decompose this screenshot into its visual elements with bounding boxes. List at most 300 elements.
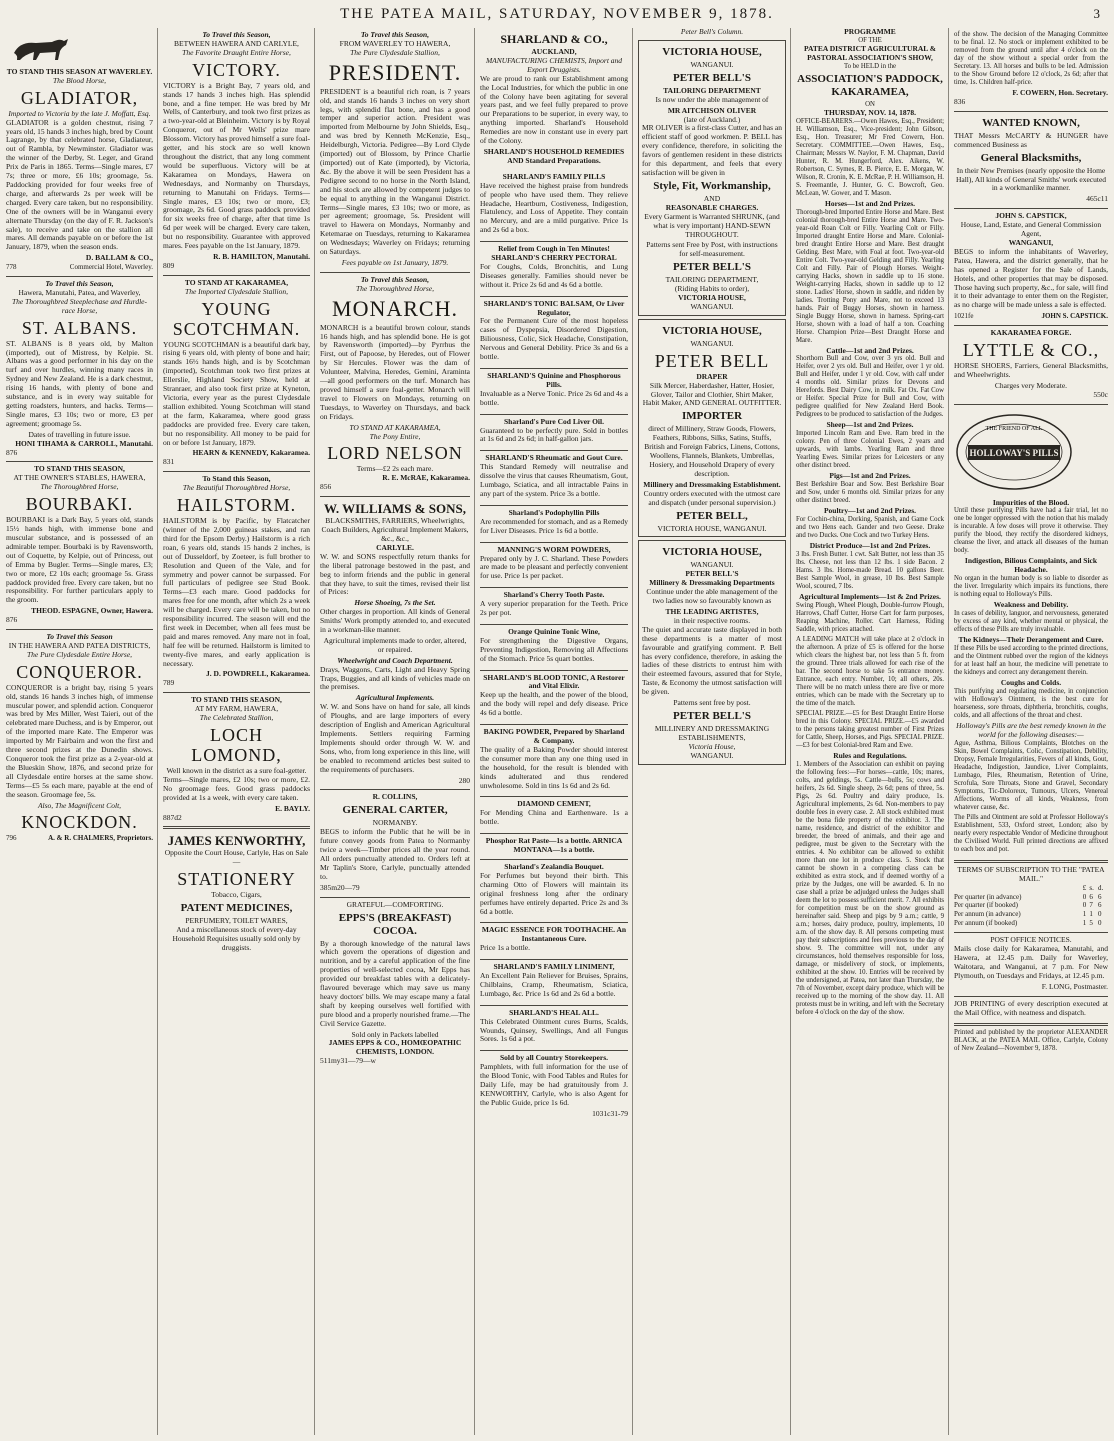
cutter-name: MR AITCHISON OLIVER — [667, 105, 757, 115]
ad-heading: TO STAND THIS SEASON AT WAVERLEY. — [6, 66, 153, 76]
rules-continued — [954, 28, 1108, 111]
remedy-description: This Celebrated Ointment cures Burns, Scalds, Wounds, Quinsey, Swellings, And all Fungus Sores. 1s 6d a pot. — [480, 1016, 628, 1044]
rates-col: £ — [1082, 883, 1087, 892]
horse-name: PRESIDENT. — [328, 59, 462, 85]
column-rule — [314, 28, 315, 1435]
merchant-name: W. WILLIAMS & SONS, — [324, 501, 466, 517]
store-name: VICTORIA HOUSE, — [662, 324, 762, 337]
rate-value: 1 — [1082, 919, 1087, 928]
imprint-text: Printed and published by the proprietor ALEXANDER BLACK, at the PATEA MAIL Office, Carlyle, Colony of New Zealand—November 9, 1878. — [954, 1029, 1108, 1053]
importer: IMPORTER — [681, 410, 743, 423]
ad-place: VICTORIA HOUSE, WANGANUI. — [657, 523, 767, 533]
ad-note: Well known in the district as a sure foal-getter. — [166, 766, 307, 775]
notices-body: Mails close daily for Kakaramea, Manutahi, and Hawera, at 12.45 p.m. Daily for Waverley, Waitotara, and Wanganui, at 7 p.m. For New Plymouth, on Tuesdays and Fridays, at 12.45 p.m. — [954, 944, 1108, 980]
ad-subheading-2: The Pure Clydesdale Entire Horse, — [26, 649, 133, 659]
store-place: WANGANUI. — [690, 338, 734, 348]
column-5 — [634, 28, 790, 1435]
remedy-item — [480, 505, 628, 542]
ad-signature: THEOD. ESPAGNE, Owner, Hawera. — [31, 606, 153, 616]
remedy-description: For Coughs, Colds, Bronchitis, and Lung Diseases generally. Families should never be without it. Price 2s 6d and 4s 6d a bottle. — [480, 261, 628, 289]
ad-subheading: The Thoroughbred Steeplechase and Hurdle-race Horse, — [12, 296, 147, 315]
section-body: The Pills and Ointment are sold at Professor Holloway's Establishment, 533, Oxford street, London; also by nearly every respectable Vendor of Medicine throughout the Civilised World. Full printed directions are affixed to each box and pot. — [954, 813, 1108, 853]
ad-body-3: Every Garment is Warranted SHRUNK, (and what is very important) HAND-SEWN THROUGHOUT. — [644, 211, 780, 239]
ad-heading: KAKARAMEA FORGE. — [990, 328, 1072, 338]
rates-table — [954, 884, 1108, 929]
ad-wheelwright: Wheelwright and Coach Department. — [337, 655, 453, 665]
ad-ref: 809 — [163, 260, 175, 270]
postmaster-signature: F. LONG, Postmaster. — [1041, 981, 1108, 991]
store-name: Victoria House, — [688, 741, 736, 751]
job-printing — [954, 996, 1108, 1024]
ad-sold: Sold only in Packets labelled — [351, 1029, 439, 1039]
remedy-title: DIAMOND CEMENT, — [517, 799, 591, 809]
ad-heading: TO STAND AT KAKARAMEA, — [184, 277, 289, 287]
prize-section-heading: Poultry—1st and 2nd Prizes. — [823, 506, 917, 516]
advert-tailoring — [638, 40, 786, 316]
column-7 — [950, 28, 1112, 1435]
remedy-item — [480, 1005, 628, 1051]
column-rule — [632, 28, 633, 1435]
rates-col: d. — [1097, 883, 1104, 892]
disease-list: Ague, Asthma, Bilious Complaints, Blotches on the Skin, Bowel Complaints, Colic, Constipation, Debility, Dropsy, Female Irregularities, Fevers of all kinds, Gout, Headache, Indigestion, Jaundice, Liver Complaints, Lumbago, Piles, Rheumatism, Retention of Urine, Scrofula, Sore Throats, Stone and Gravel, Secondary Symptoms, Tic-Doloreux, Tumours, Ulcers, Venereal Affections, Worms of all kinds, Weakness, from whatever cause, &c. — [954, 739, 1108, 811]
ad-body-3: Drays, Waggons, Carts, Light and Heavy Spring Traps, Buggies, and all kinds of vehicles made on the premises. — [320, 664, 470, 692]
programme-heading: PROGRAMME — [844, 28, 896, 36]
section-body: Until these purifying Pills have had a fair trial, let no one be longer oppressed with the notion that his malady is incurable. A few doses will prove it otherwise. They purify the blood, they rectify the disordered kidneys, cleanse the liver, and attack all diseases of the human body. — [954, 507, 1108, 555]
remedy-item — [480, 959, 628, 1005]
ad-heading: To Travel this Season, — [45, 279, 114, 289]
column-6 — [792, 28, 948, 1435]
prize-section-heading: Sheep—1st and 2nd Prizes. — [826, 420, 914, 430]
patterns: Patterns sent free by post. — [673, 698, 751, 708]
remedy-title: MAGIC ESSENCE FOR TOOTHACHE. An Instantaneous Cure. — [481, 925, 627, 944]
remedy-description: For the Permanent Cure of the most hopeless cases of Dyspepsia, Disordered Digestion, Biliousness, Colic, Sick Headache, Constipation, Nervous and General Debility. Price 3s and 6s a bottle. — [480, 316, 628, 362]
ad-body: Continue under the able management of the two ladies now so favourably known as — [646, 587, 778, 606]
advert-draper — [638, 319, 786, 538]
proprietor: PETER BELL'S — [685, 569, 739, 579]
remedy-item — [480, 796, 628, 833]
remedy-item — [480, 587, 628, 624]
show-date: THURSDAY, NOV. 14, 1878. — [823, 107, 917, 117]
department: TAILORING DEPARTMENT, — [665, 275, 759, 285]
column-4 — [476, 28, 632, 1435]
table-row — [954, 901, 1108, 910]
ad-place: CARLYLE. — [376, 542, 414, 552]
rate-value: 0 — [1082, 892, 1087, 901]
and-line: AND — [703, 193, 721, 203]
advert-wanted-known — [954, 111, 1108, 208]
ad-body-2: Country orders executed with the utmost care and dispatch (under personal supervision.) — [643, 488, 781, 507]
ad-subheading: The Beautiful Thoroughbred Horse, — [182, 483, 291, 493]
column-rule — [474, 28, 475, 1435]
ad-subheading-2: The Thoroughbred Horse, — [40, 482, 119, 492]
rules-text: 1. Members of the Association can exhibit on paying the following fees:—For horses—cattle, 10s; mares, colts, and geldings, 5s. Cattle—bulls, 5s; cows and heifers, 2s 6d. Single sheep, 2s 6d; pens of three, 5s. Pigs, 2s 6d. Poultry and dairy produce, 1s. Agricultural implements, 2s 6d. Non-members to pay double fees in every case. 2. All stock exhibited must be the bona fide property of the exhibitor. 3. The name, residence, and district of the exhibitor and breeder, the breed of animals, and their age and pedigree, must be given to the Secretary with the entries. 4. No exhibitor can be allowed to exhibit more than one lot in produce class. 5. Stock that cannot be shown in a competing class can be exhibited as extra stock, and if deemed worthy of a prize by the Judges, one will be awarded. 6. In no case shall a prize be adjudged unless the Judges shall deem the lot to possess sufficient merit. 7. All exhibits for competition must be on the show ground as hereinafter said. Sheep and pigs by 9 a.m.; cattle, 9 a.m.; horses, dairy produce, poultry, implements, 10 a.m. of the show day. 8. All persons competing must pay their subscriptions and fees previous to the day of show. 9. The committee will not, under any circumstances, hold themselves responsible for loss, damage, or misdelivery of stock, or implements, exhibited at the show. 10. Entries will be received by the undersigned, at Patea, not later than Thursday, the 7th of November, except dairy produce, which will be received up to the morning of the show day. 11. All protests must be in writing, and left with the Secretary before 4 o'clock on the day of the show. — [796, 760, 944, 1016]
rates-header-row — [954, 884, 1108, 893]
ad-subheading-2: The Pony Entire, — [369, 431, 421, 441]
ad-body: PRESIDENT is a beautiful rich roan, is 7 years old, and stands 16 hands 3 inches on very short legs, with splendid flat bone, and has a good temper and superior action. President was imported from Melbourne by John Shields, Esq., and was bred by Kenneth McKenzie, Esq., Heidelburgh, Victoria. Pedigree—By Lord Clyde (imported) out of Blossom, by Prince Charlie (imported) out of Kate (imported), by Victoria, &c. By the above it will be seen President has a Pedigree second to no horse in the North Island, and his stock are allowed by competent judges to be equal to anything in the Wanganui District. Terms—Single mares, £3 10s; two or more, as per agreement; groomage, 5s. President will travel to Hawera on Mondays, Normanby and Ketemarae on Tuesdays, returning to Kakaramea on Wednesdays; Waverley on Fridays; returning on Saturdays. — [320, 86, 470, 257]
ad-body: CONQUEROR is a bright bay, rising 5 years old, stands 16 hands 3 inches high, of immense muscular power, and splendid action. Conqueror was bred by Mrs Miller, West Taieri, out of the celebrated mare Duchess, and is by Emperor, out of the imported mare Kate. The Emperor was imported by Mr Fairbairn and won the first and three second prizes at the Dunedin shows. Conqueror took the first prize as a 2-year-old at the Blueskin Show, 1876, and second prize for all Clydesdale entire horses at the same show. Terms—£5 5s each mare, payable at the end of the season. Groomage fee, 5s. — [6, 682, 153, 799]
ad-body: W. W. and SONS respectfully return thanks for the liberal patronage bestowed in the past, and beg to inform friends and the public in general that they have, to suit the times, revised their list of Prices: — [320, 551, 470, 597]
ad-also: Also, The Magnificent Colt, — [37, 800, 122, 810]
store-name: VICTORIA HOUSE, — [662, 45, 762, 58]
ad-subheading: IN THE HAWERA AND PATEA DISTRICTS, — [8, 640, 151, 650]
ad-heading: WANTED KNOWN, — [982, 116, 1080, 129]
remedy-description: An Excellent Pain Reliever for Bruises, Sprains, Chilblains, Cramp, Rheumatism, Sciatica, Lumbago, &c. Price 1s 6d and 2s 6d a bottle. — [480, 971, 628, 998]
ad-heading: To Travel this Season, — [360, 274, 430, 284]
remedy-title: SHARLAND'S Rheumatic and Gout Cure. — [485, 453, 623, 463]
ad-body-2: The quiet and accurate taste displayed in both these departments is a matter of most favourable and gratifying comment. P. Bell has every confidence, therefore, in asking the ladies of these districts to entrust him with their esteemed favours, assured that for Style, Taste, & Economy the utmost satisfaction will be given. — [642, 624, 782, 697]
ad-body: GLADIATOR is a golden chestnut, rising 7 years old, 15 hands 3 inches high, bred by Count Lagrange, by that celebrated horse, Gladiateur, out of Rambla, by Newminster. Gladiator was the winner of the Derby, St. Leger, and Grand Prix de Paris in 1865. Terms—Single mares, £7 7s; three or more, £6 10s; groomage, 5s. Paddocking provided for four weeks free of charge, and afterwards 2s per week will be charged. Every care taken, but no responsibility. One of the owners will be in Wanganui every alternate Thursday (on the day of F. R. Jackson's sale), to receive and take on the stallion all mares. All demands payable on or before the 1st January, 1879, when the season ends. — [6, 117, 153, 252]
ad-body-2: MR OLIVER is a first-class Cutter, and has an efficient staff of good workmen. P. BELL has every confidence, therefore, in soliciting the favors of gentlemen resident in these districts for this department, and feels that every satisfaction will be given in — [642, 123, 782, 177]
on-line: ON — [865, 100, 875, 108]
ad-ref: 876 — [6, 615, 18, 625]
remedy-description: Price 1s a bottle. — [480, 943, 530, 953]
proprietor: PETER BELL'S — [673, 261, 751, 274]
advert-sharland — [480, 28, 628, 170]
remedy-description: For Mending China and Earthenware. 1s a bottle. — [480, 808, 628, 827]
horse-name: YOUNG SCOTCHMAN. — [172, 298, 301, 339]
remedy-title: SHARLAND'S BLOOD TONIC, A Restorer and Vital Elixir. — [483, 672, 625, 691]
remedy-description: Invaluable as a Nerve Tonic. Price 2s 6d and 4s a bottle. — [480, 388, 628, 407]
remedy-description: The quality of a Baking Powder should interest the consumer more than any one thing used in the household, for the result is blended with kinds adulterated and thus rendered unwholesome. Sold in tins 1s 6d and 2s 6d. — [480, 744, 628, 790]
rate-label: Per quarter (if booked) — [954, 901, 1018, 910]
horse-name: GLADIATOR, — [20, 87, 139, 108]
remedy-item — [480, 922, 628, 959]
ad-ref: 778 — [6, 263, 17, 272]
advert-millinery — [638, 540, 786, 764]
page-number: 3 — [1093, 6, 1100, 21]
remedy-item — [480, 624, 628, 670]
prize-section-heading: Pigs—1st and 2nd Prizes. — [829, 471, 911, 481]
ad-trade: GENERAL CARTER, — [342, 804, 448, 817]
rate-label: Per annum (in advance) — [954, 910, 1021, 919]
cutter-from: (late of Auckland.) — [683, 114, 741, 124]
trade: DRAPER — [696, 371, 728, 381]
millinery: Millinery and Dressmaking Establishment. — [643, 479, 781, 489]
remedy-title: SHARLAND'S Quinine and Phosphorous Pills. — [487, 371, 621, 389]
held-line: To be HELD in the — [844, 62, 896, 70]
proprietor: PETER BELL — [654, 350, 770, 371]
rate-value: 5 — [1089, 919, 1093, 928]
ad-signature: PETER BELL, — [676, 509, 748, 522]
ad-signature: R. B. HAMILTON, Manutahi. — [213, 251, 310, 261]
section-body: This purifying and regulating medicine, in conjunction with Holloway's Ointment, is the best cure for hoarseness, sore throats, diphtheria, bronchitis, coughs, colds, and all affections of the throat and chest. — [954, 688, 1108, 719]
holloway-badge — [954, 412, 1074, 492]
column-title: Peter Bell's Column. — [680, 28, 744, 36]
column-2 — [159, 28, 314, 1435]
ad-trade: BLACKSMITHS, FARRIERS, Wheelwrights, Coach Builders, Agricultural Implement Makers, &c., &c., — [321, 516, 469, 543]
ad-items: Tobacco, Cigars, — [211, 890, 262, 900]
ad-body: ST. ALBANS is 8 years old, by Malton (imported), out of Mistress, by Kelpie. St. Albans was a good performer in his day on the turf and over hurdles, winning many races in Sydney and New Zealand. He is a dark chestnut, rising 16 hands, with plenty of bone and substance, and is in every way suitable for getting roadsters, hunters, and hacks. Terms—Single mares, £3 10s; two or more, £3 per agreement; groomage 5s. — [6, 338, 153, 428]
remedy-title: SHARLAND'S FAMILY PILLS — [502, 171, 606, 181]
ad-agr: Agricultural implements made to order, altered, or repaired. — [323, 635, 467, 654]
ad-signature: D. BALLAM & CO., — [85, 253, 153, 263]
prize-section-list: Swing Plough, Wheel Plough, Double-furrow Plough, Harrows, Chaff Cutter, Horse Cart for farm purposes, Reaping Machine, Roller. Cart Harness, Riding Saddle, with prices attached. — [796, 601, 944, 633]
paddock: ASSOCIATION'S PADDOCK, KAKARAMEA, — [797, 72, 943, 98]
leaping-match: A LEADING MATCH will take place at 2 o'clock in the afternoon. A prize of £5 is offered for the horse which clears the highest bar, not less than 5 ft. from the ground. Three trials allowed for each rise of the bar. The second horse to take 5s entrance money. Entrance, each entry. Number, 10; all others, 20s. There will be no match unless there are five or more entries, which can be made with the Secretary up to the time of the match. — [796, 635, 944, 707]
rate-value: 1 — [1089, 910, 1093, 919]
ad-ref: 511my31—79—w — [320, 1056, 376, 1066]
remedy-title: Sharland's Pure Cod Liver Oil. — [504, 416, 604, 426]
ad-area: Hawera, Manutahi, Patea, and Waverley, — [18, 287, 141, 297]
ad-subheading-2: The Celebrated Stallion, — [199, 713, 274, 723]
store-name: VICTORIA HOUSE, — [662, 546, 762, 559]
ad-more: PERFUMERY, TOILET WARES, — [185, 916, 288, 926]
ad-terms: Terms—£2 2s each mare. — [356, 464, 434, 474]
ad-heading: GRATEFUL—COMFORTING. — [346, 899, 444, 909]
programme-of: OF THE — [858, 36, 882, 44]
remedy-description: Keep up the health, and the power of the blood, and the body will repel and defy disease. Price 4s 6d a bottle. — [480, 690, 628, 718]
ad-body-2: Other charges in proportion. All kinds of General Smiths' Work promptly attended to, and executed in a workman-like manner. — [320, 607, 470, 635]
proprietor: PETER BELL'S — [673, 71, 751, 84]
sold-by: Sold by all Country Storekeepers. — [500, 1053, 608, 1063]
merchant-name: R. COLLINS, — [372, 792, 418, 802]
ad-heading: To Stand this Season, — [202, 474, 271, 484]
special-prizes: SPECIAL PRIZE.—£5 for Best Draught Entire Horse bred in this Colony. SPECIAL PRIZE.—£5 awarded to the persons taking greatest number of First Prizes for Cattle, Sheep, Horses, and Pigs. SPECIAL PRIZE.—£3 for best Colonial-bred Ram and Ewe. — [796, 709, 944, 749]
ad-body: MONARCH is a beautiful brown colour, stands 16 hands high, and has splendid bone. He is got by Ravensworth (imported)—by Pyrrhus the First, out of Papoose, by Heredes, out of Flower by Sir Hercules. Flower was the dam of Volunteer, Malvina, Heredes, Gemini, Araminta—all good performers on the turf. Monarch has proved himself a sure foal-getter. Monarch will travel to Flowers on Mondays, returning on Tuesdays, to Waverley on Thursdays, and back on Fridays. — [320, 322, 470, 421]
notices-heading: POST OFFICE NOTICES. — [990, 935, 1072, 945]
ad-body: YOUNG SCOTCHMAN is a beautiful dark bay, rising 6 years old, with plenty of bone and hair; stands 16½ hands high, and is by Scotchman (imported), Scotchman took two first prizes at Ellerslie, Highland Society Show, held at Stranraer, and also took first prize at Kyneton, Victoria, every year as the purest Clydesdale stallion exhibited. Young Scotchman will stand at the farm, Kakaramea, where good grass paddocks are provided free. Every care taken, but no responsibility. All money to be paid for on or before 1st January, 1879. — [163, 339, 310, 447]
section-heading: Indigestion, Bilious Complaints, and Sick Headache. — [964, 556, 1098, 575]
ad-subheading: The Imported Clydesdale Stallion, — [185, 286, 288, 296]
merchant-name: JOHN S. CAPSTICK, — [995, 211, 1067, 221]
section-heading: Holloway's Pills are the best remedy known in the world for the following diseases:— — [956, 721, 1106, 739]
ad-stand: TO STAND AT KAKARAMEA, — [349, 422, 441, 432]
remedy-item — [480, 724, 628, 796]
ad-place: NORMANBY. — [372, 818, 418, 828]
advert-loch-lomond — [163, 692, 310, 826]
charges-line: REASONABLE CHARGES. — [665, 202, 759, 212]
advert-williams — [320, 496, 470, 789]
rate-label: Per quarter (in advance) — [954, 892, 1022, 901]
section-body: No organ in the human body is so liable to disorder as the liver. Irregularity which impairs its functions, there is nothing equal to Holloway's Pills. — [954, 575, 1108, 599]
import-list: direct of Millinery, Straw Goods, Flowers, Feathers, Ribbons, Silks, Satins, Stuffs, British and Foreign Fabrics, Linens, Cottons, Woollens, Flannels, Blankets, Umbrellas, Hosiery, and Household Drapery of every description. — [644, 424, 780, 478]
ad-ref: 789 — [163, 678, 175, 688]
column-rule — [790, 28, 791, 1435]
imprint — [954, 1023, 1108, 1059]
advert-hailstorm — [163, 471, 310, 692]
ad-subheading: The Thoroughbred Horse, — [356, 283, 434, 293]
ad-implements: Agricultural Implements. — [355, 693, 435, 703]
ad-fees: Fees payable on 1st January, 1879. — [341, 257, 449, 267]
prize-section-list: Imported Lincoln Ram and Ewe. Ram bred in the colony. Pen of three Colonial Ewes, 2 years and upwards, with lambs. Yearling Ram and three Yearling Ewes. Similar prizes for Leicesters or any other distinct breed. — [796, 430, 944, 470]
prize-section-list: For Cochin-china, Dorking, Spanish, and Game Cock and two Hens each. Gander and two Geese. Drake and two Ducks. One Cock and two Turkey Hens. — [796, 516, 944, 540]
advert-victory — [163, 28, 310, 275]
remedy-item — [480, 450, 628, 505]
store-place: WANGANUI. — [690, 750, 734, 760]
badge-subtitle: THE FRIEND OF ALL — [985, 425, 1043, 432]
ad-signature: HEARN & KENNEDY, Kakaramea. — [192, 448, 310, 458]
ad-trade: General Blacksmiths, — [980, 151, 1082, 164]
advert-capstick — [954, 208, 1108, 325]
rate-value: 0 — [1097, 910, 1102, 919]
remedy-item — [480, 241, 628, 296]
ad-trade: MANUFACTURING CHEMISTS, Import and Export Druggists. — [485, 55, 623, 74]
remedy-title: Orange Quinine Tonic Wine, — [508, 626, 600, 636]
prize-section-list: Thorough-bred Imported Entire Horse and Mare. Best colonial thorough-bred Entire Horse and Mare. Two-year-old Roan Colt or Filly. Yearling Colt or Filly. Imported draught Entire Horse and Mare. Colonial-bred draught Entire Horse and Mare. Best draught Gelding. Best Mare, with Foal at foot. Two-year-old Entire Colt. Two-year-old Gelding and Filly. Yearling Colt and Filly. Pair of Plough Horses. Weight-carrying Hacks, shown in saddle up to 16 stone. Weight-carrying Hacks, shown in saddle up to 12 stone. Ladies' Horse, shown in saddle, and ridden by ladies. Trotting Pony and Mare, not to exceed 13 hands. Pair of Buggy Horses, shown in harness. Single Buggy Horse, shown in harness. Spring-cart Horse, shown with a load of half a ton. Coaching Horse. Champion Prize—Best Draught Horse and Mare. — [796, 208, 944, 344]
table-row — [954, 910, 1108, 919]
advert-collins — [320, 789, 470, 896]
artistes: THE LEADING ARTISTES, — [665, 606, 759, 616]
store-place: WANGANUI. — [690, 560, 734, 570]
subscription-terms — [954, 860, 1108, 932]
remedy-description: For strengthening the Digestive Organs, Preventing Indigestion, Removing all Affections of the Stomach. Price 5s quart bottles. — [480, 635, 628, 663]
remedy-title: Phosphor Rat Paste—1s a bottle. ARNICA MONTANA—1s a bottle. — [485, 836, 623, 855]
remedy-list — [480, 170, 628, 1051]
remedy-description: Prepared only by J. C. Sharland. These Powders are made to be pleasant and perfectly convenient for use. Price 1s per packet. — [480, 553, 628, 581]
prize-section-heading: Horses—1st and 2nd Prizes. — [825, 198, 915, 208]
terms-heading: TERMS OF SUBSCRIPTION TO THE "PATEA MAIL." — [957, 864, 1105, 883]
style-line: Style, Fit, Workmanship, — [653, 179, 771, 192]
post-office-notices — [954, 932, 1108, 995]
ad-body: Charges very Moderate. — [994, 380, 1068, 390]
section-heading: The Kidneys—Their Derangement and Cure. — [958, 635, 1104, 645]
ad-ref: 831 — [163, 457, 175, 467]
rooms: in their respective rooms. — [673, 615, 751, 625]
ad-signature: JAMES EPPS & CO., HOMŒOPATHIC CHEMISTS, LONDON. — [328, 1038, 462, 1057]
ad-trade: HORSE SHOERS, Farriers, General Blacksmiths, and Wheelwrights. — [954, 361, 1108, 379]
department: Millinery & Dressmaking Departments — [649, 578, 775, 588]
ad-ref: 876 — [6, 447, 18, 457]
ad-ref: 1031c31-79 — [592, 1108, 628, 1118]
ad-subheading: AT MY FARM, HAWERA, — [194, 704, 279, 714]
remedy-title: MANNING'S WORM POWDERS, — [497, 544, 611, 554]
ad-subheading: AT THE OWNER'S STABLES, HAWERA, — [13, 473, 146, 483]
section-heading: Coughs and Colds. — [1000, 678, 1062, 688]
ad-body: Terms—Single mares, £2 10s; two or more, £2. No groomage fees. Good grass paddocks provided at 1s a week, with every care taken. — [163, 774, 310, 802]
horse-name: HAILSTORM. — [176, 495, 297, 516]
department: TAILORING DEPARTMENT — [663, 85, 761, 95]
column-1 — [2, 28, 157, 1435]
ad-heading: TO STAND THIS SEASON, — [191, 695, 282, 705]
advert-bourbaki — [6, 461, 153, 629]
prize-section-heading: Agricultural Implements—1st & 2nd Prizes. — [799, 592, 941, 602]
ad-body: By a thorough knowledge of the natural laws which govern the operations of digestion and nutrition, and by a careful application of the fine properties of well-selected cocoa, Mr Epps has provided our breakfast tables with a delicately-flavoured beverage which may save us many heavy doctors' bills. We may escape many a fatal shaft by keeping ourselves well fortified with pure blood and a properly nourished frame.—The Civil Service Gazette. — [320, 938, 470, 1028]
ad-body: BOURBAKI is a Dark Bay, 5 years old, stands 15½ hands high, with immense bone and muscular substance, and is possessed of an admirable temper. Bourbaki is by Ravensworth, out of Coquette, by Kelpie, out of Princess, out of Emma by Bugler. Terms—Single mares, £3; two or more, £2 10s each; groomage 5s. Grass paddock provided free. Every care taken, but no responsibility. For further particulars apply to the groom. — [6, 515, 153, 605]
remedy-item — [480, 368, 628, 414]
ad-dates: Dates of travelling in future issue. — [28, 429, 131, 439]
store-place: WANGANUI. — [690, 301, 734, 311]
remedy-description: Are recommended for stomach, and as a Remedy for Liver Diseases. Price 1s 6d a bottle. — [480, 516, 628, 535]
horse-name: LOCH LOMOND, — [191, 725, 282, 765]
ad-body: VICTORY is a Bright Bay, 7 years old, and stands 17 hands 3 inches high. Has splendid bone, and a fine temper. He was bred by Mr Wells, of Canterbury, and took two first prizes as a two-year-old at Bleinheim. Victory is by Royal Conqueror, out of Mr Wells' prize mare Blossom. Victory has proved himself a sure foal-getter, and his stock are so well known throughout the district, that any long comment would be superfluous. Victory will be at Kakaramea on Mondays, Hawera on Wednesdays, and Normanby on Thursdays, returning to Manutahi on Fridays. Terms—Single mares, £3 10s; two or more, £3; groomage, 2s 6d. Good grass paddock provided for six weeks free of charge, after that time 1s 6d per week will be charged. Every care taken, but no responsibility. Guarantee with approved mares. Fees payable on the 1st January, 1879. — [163, 80, 310, 251]
proprietor: PETER BELL'S — [673, 709, 751, 722]
establishments: MILLINERY AND DRESSMAKING ESTABLISHMENTS, — [654, 723, 770, 742]
advert-president — [320, 28, 470, 272]
ad-body: We are proud to rank our Establishment among the Local Industries, for which the public in one of the Colony have been agitating for several years past, and we feel fully prepared to prove our Preparations to be superior, in every way, to anything imported. Sharland's Household Remedies are now in constant use in every part of the Colony. — [480, 73, 628, 146]
ad-subheading: SHARLAND'S HOUSEHOLD REMEDIES AND Standard Preparations. — [483, 146, 625, 165]
remedy-description: A very superior preparation for the Teeth. Price 2s per pot. — [480, 599, 628, 618]
colt-name: KNOCKDON. — [21, 812, 138, 833]
merchant-name: JAMES KENWORTHY, — [167, 833, 306, 849]
ad-import-note: Imported to Victoria by the late J. Moffatt, Esq. — [8, 108, 151, 118]
office-bearers: OFFICE-BEARERS.—Owen Hawes, Esq., President; H. Williamson, Esq., Vice-president; John Gibson, Esq., Hon. Treasurer; Mr Fred Cowern, Hon. Secretary. COMMITTEE.—Owen Hawes, Esq., Chairman; Messrs W. Naylor, F. M. Chapman, David Hunter, R. M. Hungerford, Alex. Aikens, W. Robertson, C. Symes, R. B. Pierce, E. E. Morgan, W. Wilson, R. Cronin, K. E. McRae, P. H. Williamson, H. S. Freemantle, J. Hunter, G. C. Bowcroft, Geo. McLean, W. Gower, and T. Mason. — [796, 117, 944, 197]
ad-place: AUCKLAND, — [531, 47, 577, 56]
advert-holloway — [954, 404, 1108, 860]
ad-body: And a miscellaneous stock of every-day Household Requisites usually sold only by druggists. — [172, 925, 301, 952]
ad-body: BEGS to inform the Public that he will be in future convey goods from Patea to Normanby twice a week—Timber prices all the year round. All orders punctually attended to. Orders left at Mr Taplin's Store, Carlyle, punctually attended to. — [320, 827, 470, 881]
rate-value: 0 — [1082, 901, 1087, 910]
ad-footer: Pamphlets, with full information for the use of the Blood Tonic, with Food Tables and Rules for Daily Life, may be had gratuitously from J. KENWORTHY, Carlyle, who is also Agent for the Public Guide, price 1s 6d. — [480, 1062, 628, 1107]
ad-body: Is now under the able management of — [655, 94, 769, 104]
badge-title: HOLLOWAY'S PILLS — [969, 447, 1059, 458]
rate-value: 0 — [1097, 919, 1102, 928]
ad-signature: J. D. POWDRELL, Kakaramea. — [206, 669, 310, 679]
advert-st-albans — [6, 276, 153, 461]
ad-place: Commercial Hotel, Waverley. — [69, 263, 153, 272]
ad-signature: JOHN S. CAPSTICK. — [1041, 312, 1108, 321]
advert-epps-cocoa — [320, 897, 470, 1071]
remedy-item — [480, 670, 628, 725]
horse-name: VICTORY. — [192, 59, 281, 80]
store-place: WANGANUI. — [690, 59, 734, 69]
column-rule — [948, 28, 949, 1435]
masthead: THE PATEA MAIL, SATURDAY, NOVEMBER 9, 1878. — [340, 6, 774, 22]
merchant-name: SHARLAND & CO., — [500, 32, 608, 46]
rate-value: 6 — [1097, 901, 1102, 910]
remedy-title: SHARLAND'S TONIC BALSAM, Or Liver Regulator, — [483, 298, 625, 317]
ad-body-4: Patterns sent Free by Post, with instructions for self-measurement. — [646, 240, 778, 259]
remedy-description: This Standard Remedy will neutralise and dissolve the virus that causes Rheumatism, Gout, Lumbago, Sciatica, and all intractable Pains in any part of the system. Price 3s a bottle. — [480, 462, 628, 498]
prize-sections — [796, 200, 944, 634]
ad-area: BETWEEN HAWERA AND CARLYLE, — [174, 38, 299, 48]
prize-section-list: Best Berkshire Boar and Sow. Best Berkshire Boar and Sow, under 6 months old. Similar prizes for any other distinct breed. — [796, 481, 944, 505]
remedy-item — [480, 170, 628, 241]
prize-section-list: 3 lbs. Fresh Butter. 1 cwt. Salt Butter, not less than 35 lbs. Cheese, not less than 12 lbs. 1 side Bacon. 2 Hams. 3 lbs. Home-made Bread. 10 gallons Beer. Best Sample Wool, in grease, 10 lbs. Best Sample Wool, scoured, 7 lbs. — [796, 551, 944, 591]
table-row — [954, 893, 1108, 902]
ad-trade: House, Land, Estate, and General Commission Agent, — [960, 220, 1102, 239]
advert-young-scotchman — [163, 275, 310, 472]
ad-location: Opposite the Court House, Carlyle, Has on Sale— — [164, 848, 309, 867]
column-rule — [157, 28, 158, 1435]
rate-value: 6 — [1097, 892, 1102, 901]
remedy-title: SHARLAND'S HEAL ALL. — [509, 1007, 599, 1017]
ad-subheading: The Favorite Draught Entire Horse, — [182, 47, 291, 57]
ad-ref: 465c11 — [1086, 194, 1108, 204]
advert-kenworthy — [163, 826, 310, 958]
patent-medicines: PATENT MEDICINES, — [180, 902, 293, 915]
advert-conqueror — [6, 629, 153, 847]
ad-signature: A. & R. CHALMERS, Proprietors. — [48, 834, 153, 843]
ad-body-2: In their New Premises (nearly opposite the Home Hall), All kinds of General Smiths' work executed in a workmanlike manner. — [955, 165, 1107, 193]
horse-name: BOURBAKI. — [25, 494, 134, 515]
section-body: In cases of debility, languor, and nervousness, generated by excess of any kind, whether mental or physical, the effects of these Pills are truly invaluable. — [954, 610, 1108, 634]
advert-gladiator — [6, 28, 153, 276]
remedy-title: Sharland's Zealandia Bouquet. — [504, 861, 604, 871]
job-printing-body: JOB PRINTING of every description executed at the Mail Office, with neatness and dispatch. — [954, 998, 1108, 1017]
store-name: VICTORIA HOUSE, — [678, 293, 746, 303]
ad-heading: To Travel this Season, — [360, 30, 430, 39]
ad-ref: 836 — [954, 96, 966, 106]
horse-engraving-icon — [6, 33, 76, 63]
ad-body: BEGS to inform the inhabitants of Waverley, Patea, Hawera, and the district generally, that he has opened a Register for the Sale of Lands, Hotels, and other properties that may be disposed. Those having such property, &c., for sale, will find it to their advantage to enter them on the Register, as no charge will be made unless a sale is effected. — [954, 246, 1108, 310]
ad-body: Silk Mercer, Haberdasher, Hatter, Hosier, Glover, Tailor and Clothier, Shirt Maker, Habit Maker, AND GENERAL OUTFITTER. — [642, 380, 782, 408]
ad-area: FROM WAVERLEY TO HAWERA, — [339, 38, 451, 48]
ad-heading: To Travel this Season, — [202, 30, 271, 39]
section-body: If these Pills be used according to the printed directions, and the Ointment rubbed over the region of the kidneys for at least half an hour, the medicine will penetrate to the kidneys and correct any derangement therein. — [954, 645, 1108, 677]
prize-section-list: Shorthorn Bull and Cow, over 3 yrs old. Bull and Heifer, over 2 yrs old. Bull and Heifer, over 1 yr old. Bull and Heifer, under 1 yr old. Cow, with calf under 4 months old. Similar prizes for Devons and Herefords. Best Dairy Cow, in milk. Fat Ox. Fat Cow or Heifer. Special Prize for Bull and Cow, with pedigree qualified for New Zealand Herd Book. Pedigrees to be produced to satisfaction of the Judges. — [796, 355, 944, 419]
ad-signature: R. E. McRAE, Kakaramea. — [382, 473, 470, 483]
rate-value: 6 — [1089, 892, 1093, 901]
rules-heading: Rules and Regulations. — [833, 750, 907, 760]
remedy-item — [480, 296, 628, 368]
prize-section-heading: District Produce—1st and 2nd Prizes. — [809, 541, 931, 551]
remedy-title: Sharland's Cherry Tooth Paste. — [503, 590, 605, 600]
column-3 — [316, 28, 474, 1435]
stationery-heading: STATIONERY — [177, 869, 296, 890]
product-name: EPPS'S (BREAKFAST) COCOA. — [338, 911, 452, 937]
ad-ref: 280 — [458, 775, 470, 785]
advert-monarch — [320, 272, 470, 496]
